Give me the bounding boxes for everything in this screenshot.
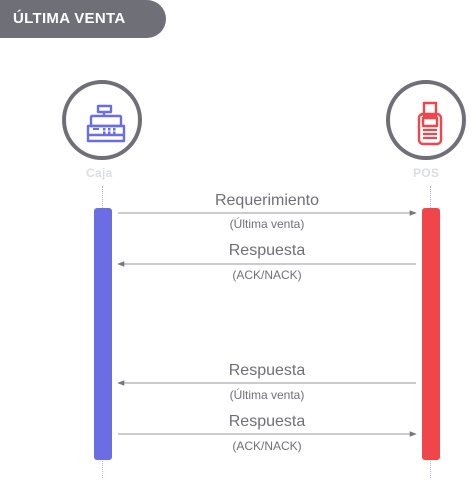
message-sublabel: (Última venta) [229,217,305,231]
message-sublabel: (ACK/NACK) [232,268,302,282]
pos-label: POS [413,166,440,180]
message-sublabel: (Última venta) [229,388,305,402]
message-label: Respuesta [228,362,306,379]
message-sublabel: (ACK/NACK) [232,439,302,453]
message-label: Requerimiento [214,192,320,209]
message-label: Respuesta [228,413,306,430]
caja-label: Caja [86,166,113,180]
diagram-title-badge: ÚLTIMA VENTA [0,0,166,38]
message-label: Respuesta [228,242,306,259]
